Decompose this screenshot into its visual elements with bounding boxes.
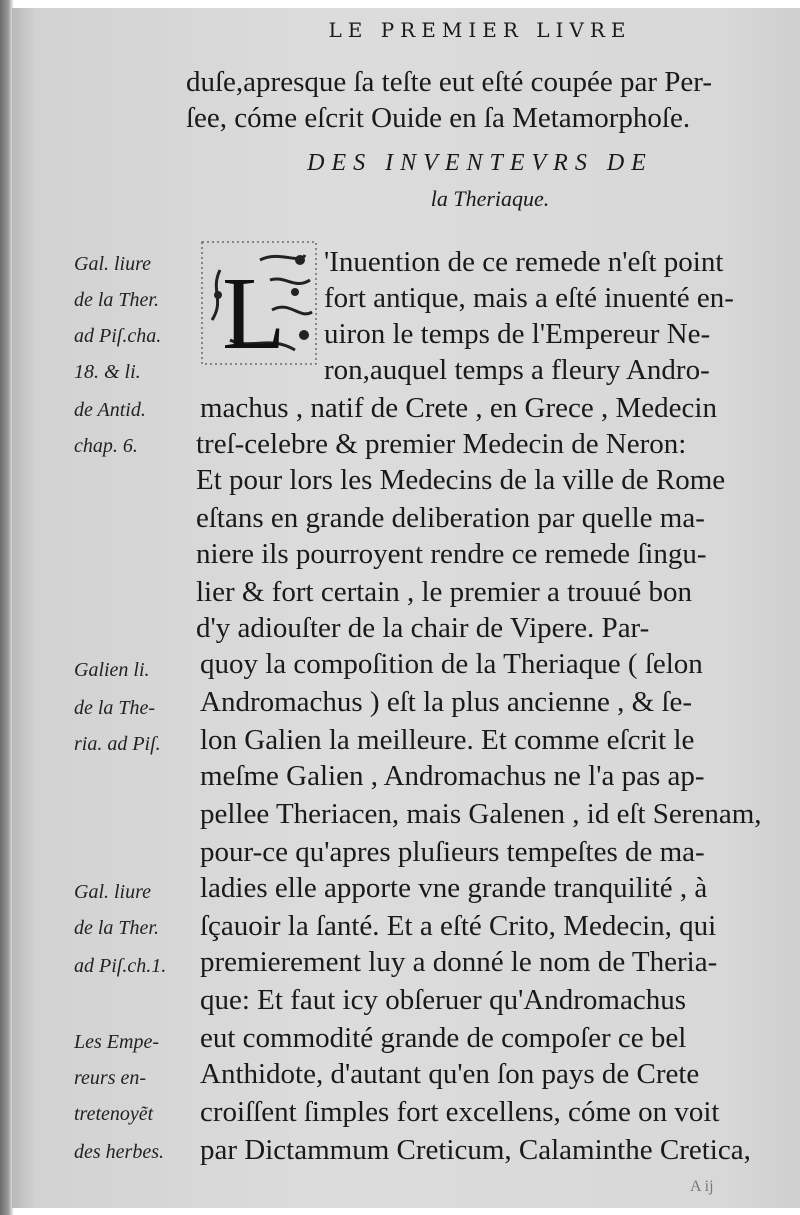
margin-note: reurs en- [74, 1067, 147, 1089]
margin-note: des herbes. [74, 1141, 164, 1163]
margin-note: 18. & li. [74, 361, 141, 383]
body-line: pellee Theriacen, mais Galenen , id eſt Serenam, [200, 798, 762, 830]
body-line: treſ-celebre & premier Medecin de Neron: [196, 428, 687, 460]
margin-note: de Antid. [74, 399, 146, 421]
running-head: LE PREMIER LIVRE [328, 18, 632, 42]
margin-note: ad Piſ.ch.1. [74, 955, 167, 977]
signature-mark: A ij [690, 1178, 714, 1195]
body-line: premierement luy a donné le nom de Theria- [200, 946, 718, 978]
body-line: fort antique, mais a eſté inuenté en- [324, 282, 734, 314]
body-line: ſçauoir la ſanté. Et a eſté Crito, Medecin, qui [200, 910, 717, 942]
body-line: d'y adiouſter de la chair de Vipere. Par- [196, 612, 650, 644]
body-line: lon Galien la meilleure. Et comme eſcrit le [200, 724, 695, 756]
margin-note: Gal. liure [74, 253, 152, 275]
margin-note: ad Piſ.cha. [74, 325, 162, 347]
body-line: ron,auquel temps a fleury Andro- [324, 354, 710, 386]
body-line: lier & fort certain , le premier a trouué bon [196, 576, 693, 608]
body-line: ladies elle apporte vne grande tranquilité , à [200, 872, 708, 904]
body-line: que: Et faut icy obſeruer qu'Andromachus [200, 984, 686, 1016]
section-subheading: la Theriaque. [430, 186, 550, 211]
intro-line-2: ſee, cóme eſcrit Ouide en ſa Metamorphoſe. [186, 102, 691, 134]
margin-note: tretenoyẽt [74, 1103, 154, 1125]
section-heading: DES INVENTEVRS DE [307, 150, 653, 176]
body-line: eſtans en grande deliberation par quelle ma- [196, 502, 705, 534]
margin-note: de la The- [74, 697, 156, 719]
body-line: machus , natif de Crete , en Grece , Medecin [200, 392, 717, 424]
intro-line-1: duſe,apresque ſa teſte eut eſté coupée par Per- [186, 66, 712, 98]
body-line: meſme Galien , Andromachus ne l'a pas ap- [200, 760, 705, 792]
body-line: Et pour lors les Medecins de la ville de Rome [196, 464, 726, 496]
margin-note: ria. ad Piſ. [74, 733, 161, 755]
margin-note: de la Ther. [74, 289, 159, 311]
ornamental-dropcap [200, 240, 318, 366]
body-line: croiſſent ſimples fort excellens, cóme on voit [200, 1096, 720, 1128]
body-line: uiron le temps de l'Empereur Ne- [324, 318, 711, 350]
margin-note: Gal. liure [74, 881, 152, 903]
body-line: niere ils pourroyent rendre ce remede ſingu- [196, 538, 707, 570]
margin-note: de la Ther. [74, 917, 159, 939]
body-line: pour-ce qu'apres pluſieurs tempeſtes de ma- [200, 836, 705, 868]
body-line: par Dictammum Creticum, Calaminthe Cretica, [200, 1134, 751, 1166]
body-line: eut commodité grande de compoſer ce bel [200, 1022, 687, 1054]
margin-note: chap. 6. [74, 435, 138, 457]
body-line: Andromachus ) eſt la plus ancienne , & ſe- [200, 686, 693, 718]
body-line: 'Inuention de ce remede n'eſt point [324, 246, 724, 278]
margin-note: Les Empe- [74, 1031, 159, 1053]
margin-note: Galien li. [74, 659, 150, 681]
dropcap-letter: L [222, 256, 286, 366]
body-line: quoy la compoſition de la Theriaque ( ſelon [200, 648, 703, 680]
body-line: Anthidote, d'autant qu'en ſon pays de Crete [200, 1058, 700, 1090]
